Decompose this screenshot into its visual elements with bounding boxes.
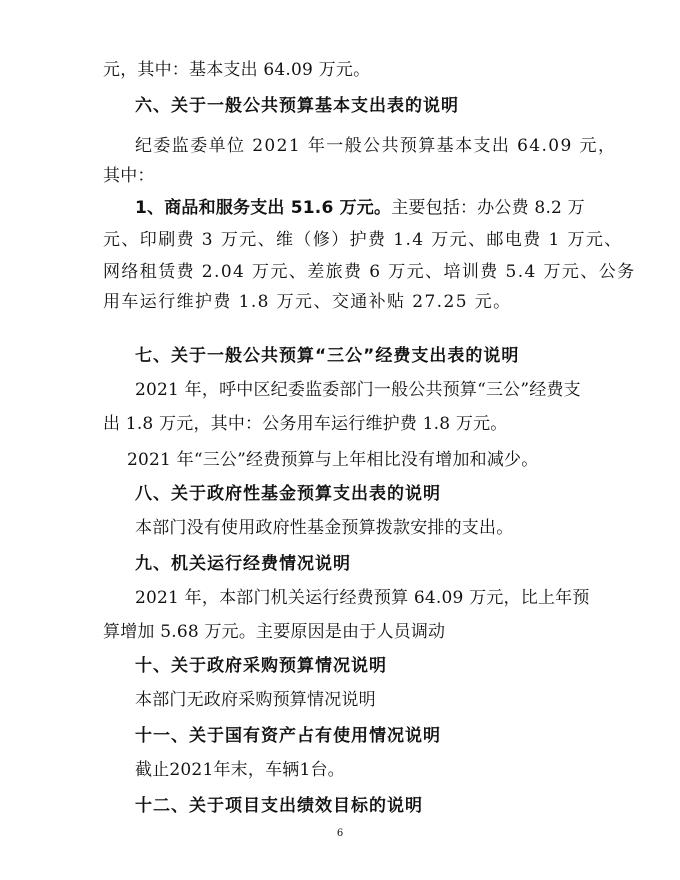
paragraph-6-line-6: 用车运行维护费 1.8 万元、交通补贴 27.25 元。 — [103, 292, 512, 312]
paragraph-6-line-4: 元、印刷费 3 万元、维（修）护费 1.4 万元、邮电费 1 万元、 — [103, 230, 623, 250]
paragraph-6-line-2: 其中： — [103, 166, 155, 186]
section-heading-12: 十二、关于项目支出绩效目标的说明 — [135, 796, 423, 816]
section-heading-8: 八、关于政府性基金预算支出表的说明 — [135, 484, 441, 504]
paragraph-7-line-2: 出 1.8 万元，其中：公务用车运行维护费 1.8 万元。 — [103, 414, 508, 434]
text-line-carryover: 元，其中：基本支出 64.09 万元。 — [103, 60, 371, 80]
paragraph-9-line-2: 算增加 5.68 万元。主要原因是由于人员调动 — [103, 622, 446, 642]
section-heading-6: 六、关于一般公共预算基本支出表的说明 — [135, 96, 459, 116]
paragraph-9-line-1: 2021 年，本部门机关运行经费预算 64.09 万元，比上年预 — [135, 588, 590, 608]
paragraph-8: 本部门没有使用政府性基金预算拨款安排的支出。 — [135, 518, 514, 538]
item-1-detail: 主要包括：办公费 8.2 万 — [391, 198, 585, 218]
paragraph-10: 本部门无政府采购预算情况说明 — [135, 690, 376, 710]
paragraph-11: 截止2021年末，车辆1台。 — [135, 760, 345, 780]
section-heading-7: 七、关于一般公共预算“三公”经费支出表的说明 — [135, 346, 520, 366]
paragraph-6-line-1: 纪委监委单位 2021 年一般公共预算基本支出 64.09 元， — [135, 136, 617, 156]
item-1-bold-label: 1、商品和服务支出 51.6 万元。 — [135, 198, 392, 218]
section-heading-10: 十、关于政府采购预算情况说明 — [135, 656, 387, 676]
paragraph-6-line-5: 网络租赁费 2.04 万元、差旅费 6 万元、培训费 5.4 万元、公务 — [103, 262, 636, 282]
section-heading-9: 九、机关运行经费情况说明 — [135, 554, 351, 574]
paragraph-7-line-3: 2021 年“三公”经费预算与上年相比没有增加和减少。 — [127, 450, 539, 470]
section-heading-11: 十一、关于国有资产占有使用情况说明 — [135, 726, 441, 746]
paragraph-7-line-1: 2021 年，呼中区纪委监委部门一般公共预算“三公”经费支 — [135, 380, 581, 400]
page-number: 6 — [336, 828, 344, 839]
paragraph-6-line-3 — [135, 198, 585, 218]
